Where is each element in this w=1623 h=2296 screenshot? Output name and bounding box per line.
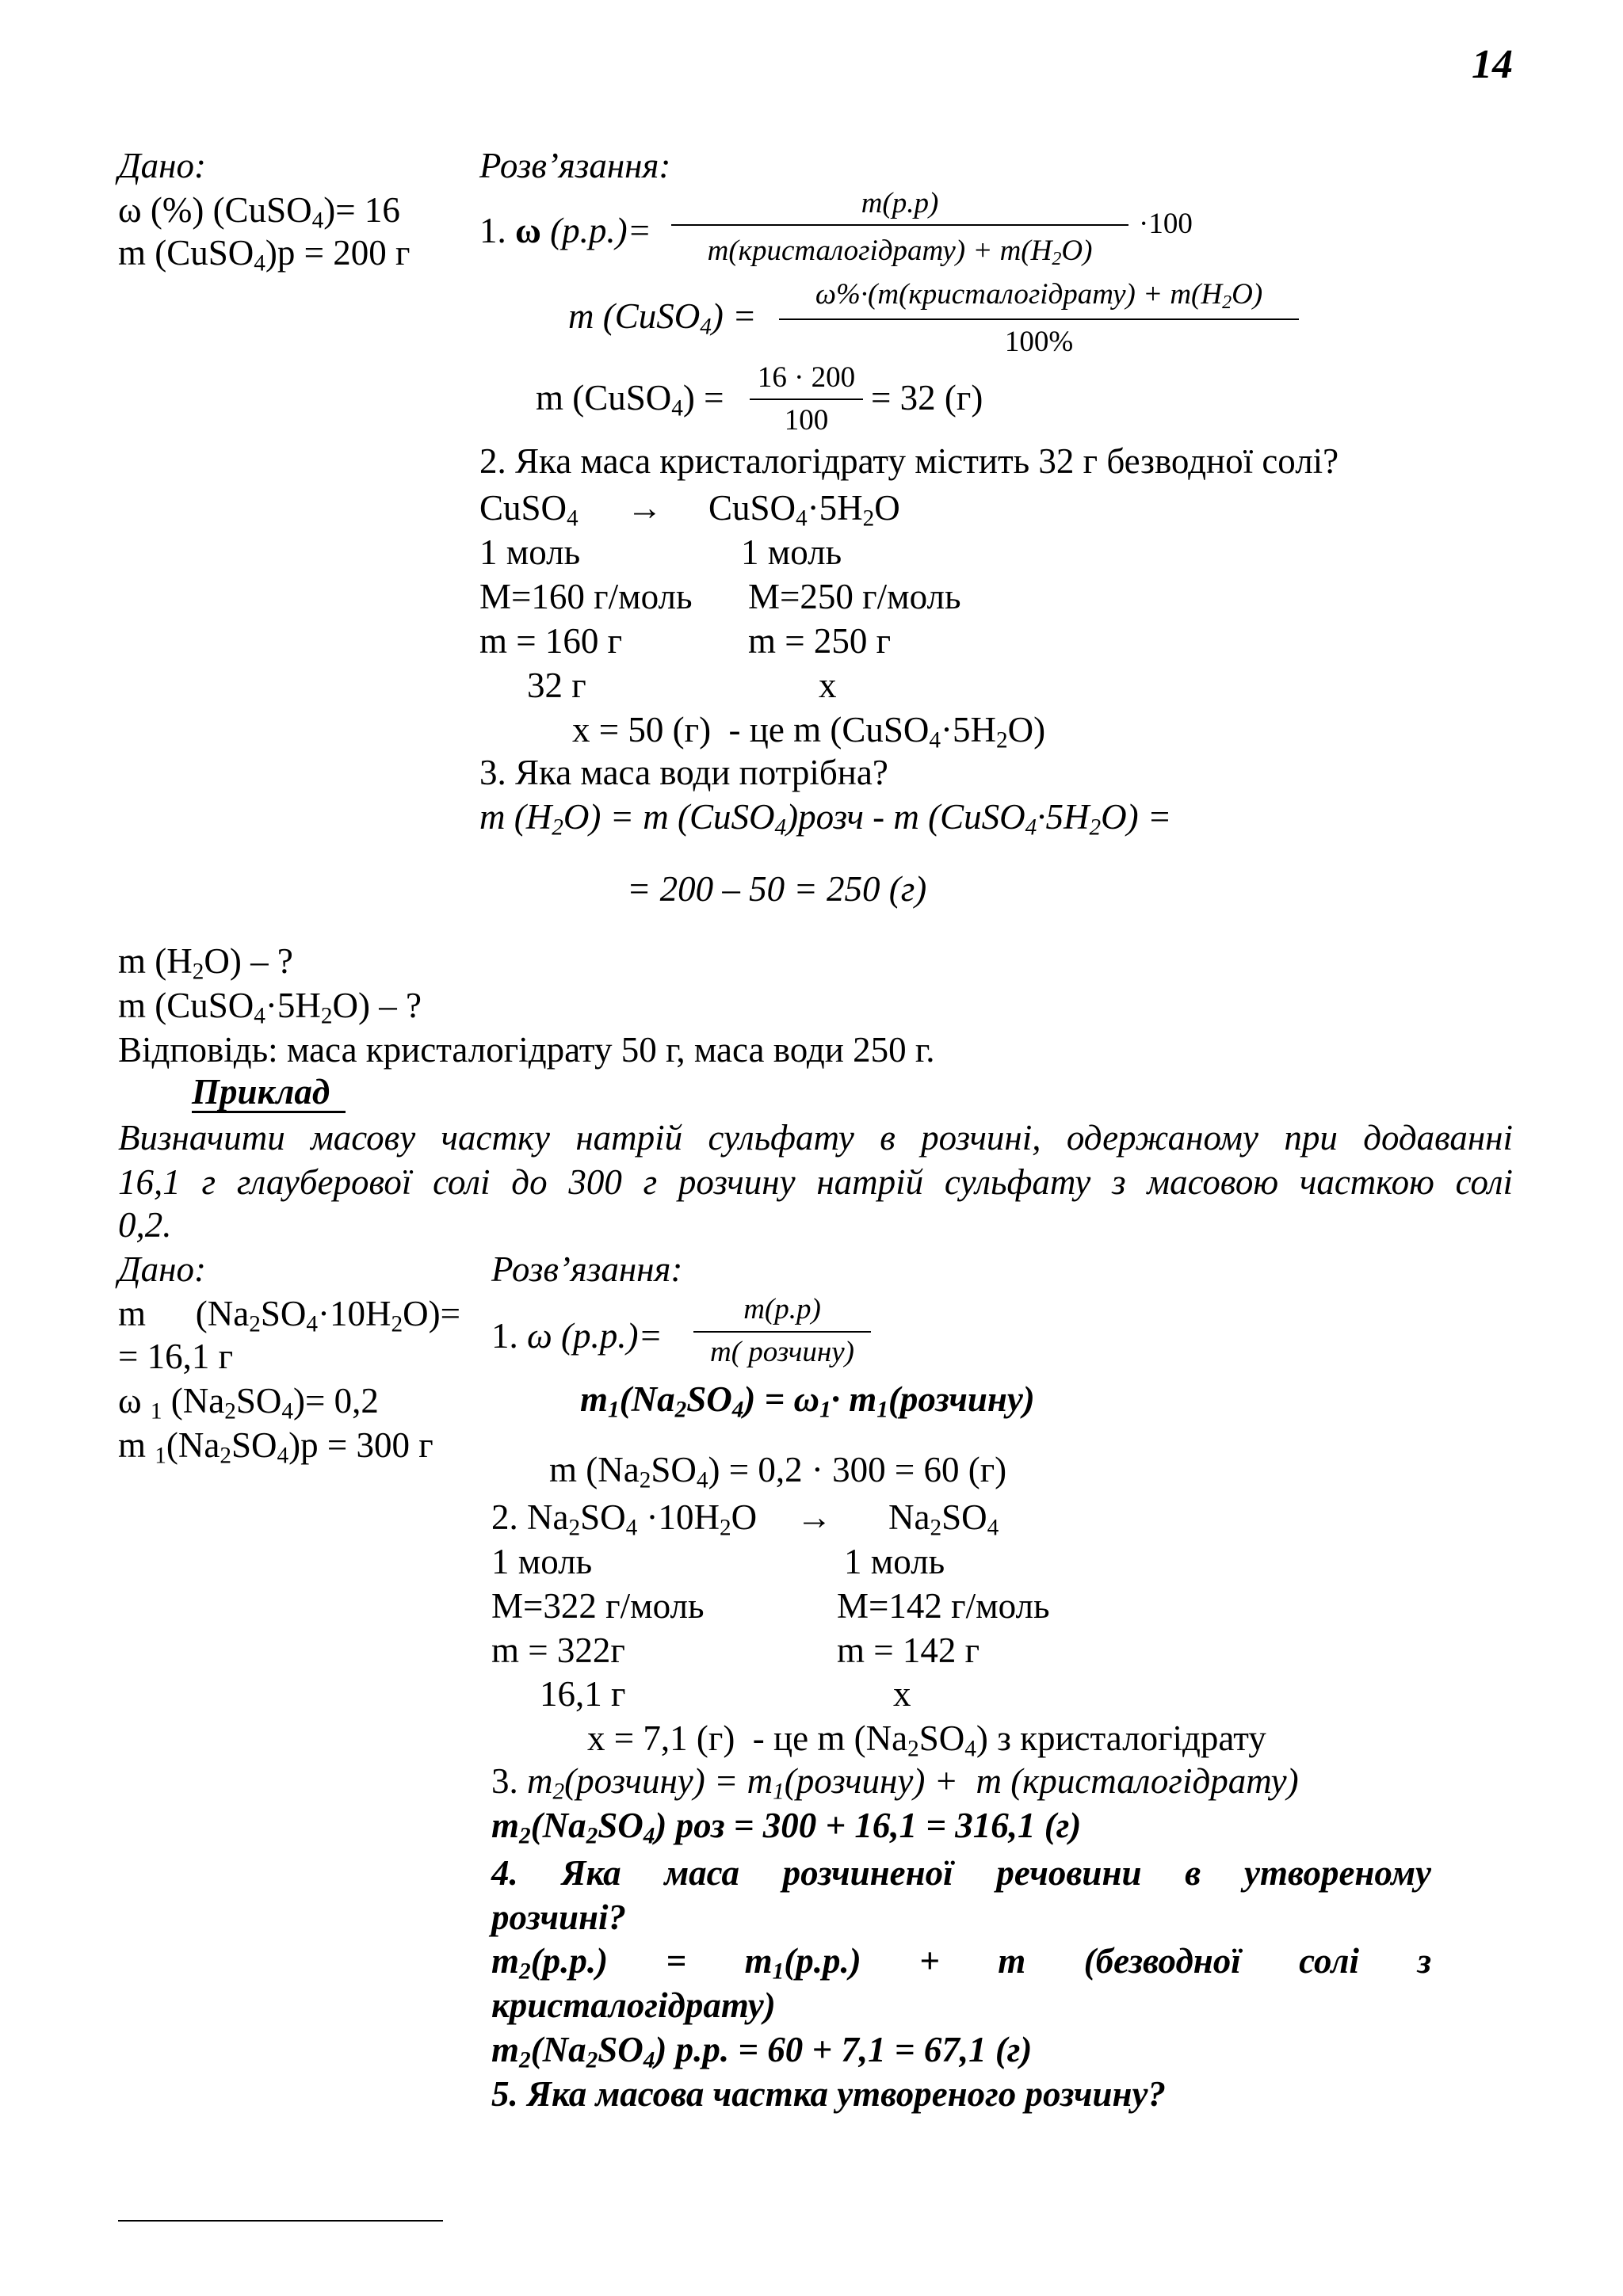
step4-calc [491, 2028, 1032, 2072]
molar-mass-right [837, 1585, 1049, 1628]
subscript: 1 [772, 1958, 785, 1985]
text-run: O) – ? [332, 986, 422, 1025]
fraction-numerator [693, 1292, 871, 1327]
fraction-bar [671, 224, 1128, 226]
text-run: O) = [1101, 797, 1172, 837]
text-run: 0,2. [118, 1205, 172, 1245]
example-heading [192, 1073, 346, 1113]
text-run: кристалогідрату) [491, 1985, 776, 2025]
fraction-numerator [779, 277, 1299, 312]
text-run: ·100 [1139, 208, 1193, 240]
text-run: SO [580, 1497, 626, 1537]
text-run: 100% [1004, 326, 1074, 358]
text-run: ) роз = 300 + 16,1 = 316,1 (г) [655, 1806, 1082, 1845]
text-run: ) = [711, 296, 757, 336]
step2-result [587, 1717, 1266, 1760]
given-amount-left [527, 664, 586, 707]
text-run: )розч - m (CuSO [786, 797, 1025, 837]
text-run: 2. Na [491, 1497, 569, 1537]
text-run: O)= [403, 1294, 460, 1333]
subscript: 2 [639, 1467, 651, 1493]
given-mass-fraction [118, 189, 400, 232]
text-run: (Na [162, 1381, 225, 1421]
text-run: (Na [619, 1379, 675, 1419]
text-run: ) з кристалогідрату [976, 1718, 1266, 1758]
text-run: )р = 300 г [288, 1425, 433, 1465]
subscript: 1 [155, 1443, 166, 1469]
text-run: O) [1232, 278, 1263, 311]
text-run: m (CuSO [118, 986, 254, 1025]
problem-text-line [118, 1161, 1513, 1204]
text-run: O) [1007, 710, 1046, 749]
step4-question-line [491, 1896, 626, 1939]
subscript: 1 [773, 1779, 785, 1805]
step5-question [491, 2073, 1166, 2116]
text-run: → [796, 1497, 832, 1537]
text-run: x = 7,1 (г) - це m (Na [587, 1718, 908, 1758]
text-run: m (H [118, 941, 193, 981]
subscript: 1 [608, 1397, 620, 1423]
text-run: Приклад [192, 1072, 330, 1112]
subscript: 2 [995, 727, 1008, 753]
subscript: 2 [586, 1823, 598, 1849]
subscript: 4 [929, 727, 941, 753]
text-run: (Na [530, 2030, 586, 2069]
text-run: 3. Яка маса води потрібна? [479, 753, 888, 792]
text-run: m [527, 1761, 553, 1801]
text-run: x [893, 1674, 911, 1714]
subscript: 4 [1025, 814, 1037, 841]
text-run: m (H [479, 797, 552, 837]
text-run: CuSO [708, 488, 796, 528]
given-amount-left [540, 1672, 625, 1716]
text-run: → [627, 488, 663, 528]
text-run: (р.р.)= [540, 211, 651, 250]
text-run: m [580, 1379, 609, 1419]
fraction-bar [750, 399, 863, 400]
subscript: 2 [519, 1958, 531, 1985]
text-run: 32 г [527, 666, 586, 705]
given-solution-mass [118, 231, 410, 275]
text-run: 3. [491, 1761, 527, 1801]
text-run: SO [686, 1379, 732, 1419]
text-run: 1 моль [479, 532, 581, 572]
text-run: 1 моль [491, 1542, 593, 1581]
text-run: (р.р.) = m [530, 1941, 773, 1981]
subscript: 4 [254, 250, 265, 277]
text-run: CuSO [479, 488, 567, 528]
step4-formula-line [491, 1984, 776, 2027]
subscript: 1 [150, 1398, 162, 1425]
text-run: m(р.р) [743, 1293, 821, 1325]
solution-heading [479, 144, 670, 188]
subscript: 4 [306, 1311, 319, 1337]
text-run: M=250 г/моль [748, 577, 961, 616]
subscript: 2 [586, 2047, 598, 2073]
text-run: O [731, 1497, 758, 1537]
text-run: ω (%) (CuSO [118, 190, 312, 230]
text-run: 2. Яка маса кристалогідрату містить 32 г безводної солі? [479, 441, 1339, 481]
step1-calc [549, 1448, 1006, 1492]
molar-mass-left [491, 1585, 704, 1628]
text-run: ·5H [265, 986, 321, 1025]
text-run: SO [598, 2030, 643, 2069]
text-run: m [491, 1806, 520, 1845]
text-run: m(кристалогідрату) + m(H [707, 235, 1052, 267]
subscript: 2 [249, 1311, 261, 1337]
subscript: 2 [519, 1823, 531, 1849]
text-run: 4. Яка маса розчиненої речовини в утвореному [491, 1853, 1431, 1893]
text-run: ω%·(m(кристалогідрату) + m(H [815, 278, 1223, 311]
moles-left [479, 531, 580, 574]
fraction-denominator [750, 403, 863, 438]
fraction-denominator [671, 234, 1128, 269]
text-run: ·10H [318, 1294, 391, 1333]
reaction-right [708, 486, 900, 530]
text-run: m(р.р) [861, 187, 939, 219]
text-run: ) = [682, 378, 724, 418]
text-run: m (CuSO [568, 296, 701, 336]
text-run: 16 · 200 [757, 361, 856, 394]
subscript: 2 [552, 814, 563, 841]
step3-calc [627, 868, 926, 911]
given-heading [118, 1248, 206, 1291]
text-run: m (Na [118, 1294, 250, 1333]
subscript: 4 [796, 505, 808, 532]
text-run: 100 [784, 404, 829, 437]
subscript: 4 [731, 1397, 744, 1423]
text-run: ω (р.р.)= [527, 1316, 663, 1356]
solute-mass-calc-lhs [536, 376, 724, 420]
text-run: · m [831, 1379, 877, 1419]
step3-formula [479, 795, 1171, 839]
text-run: SO [918, 1718, 965, 1758]
text-run: (Na [530, 1806, 586, 1845]
subscript: 1 [819, 1397, 831, 1423]
subscript: 4 [277, 1443, 289, 1469]
fraction-bar [779, 318, 1299, 320]
text-run: (розчину) [888, 1379, 1035, 1419]
text-run: Розв’язання: [491, 1249, 683, 1289]
fraction-bar [693, 1331, 871, 1333]
subscript: 2 [674, 1397, 687, 1423]
text-run: (Na [166, 1425, 220, 1465]
find-water-mass [118, 940, 293, 983]
subscript: 2 [519, 2047, 531, 2073]
text-run: m = 142 г [837, 1630, 980, 1670]
subscript: 4 [643, 2047, 655, 2073]
text-run: Розв’язання: [479, 146, 671, 185]
subscript: 4 [254, 1003, 265, 1029]
text-run: M=142 г/моль [837, 1586, 1050, 1626]
subscript: 2 [552, 1779, 565, 1805]
subscript: 2 [320, 1003, 333, 1029]
step3-question [479, 751, 888, 795]
fraction-numerator [671, 186, 1128, 221]
molar-mass-left [479, 575, 692, 619]
solution-heading [491, 1248, 682, 1291]
mass-left [479, 620, 622, 663]
step3-calc [491, 1804, 1081, 1848]
text-run: (розчину) = m [564, 1761, 773, 1801]
text-run: m = 160 г [479, 621, 623, 661]
text-run: Визначити масову частку натрій сульфату в розчині, одержаному при додаванні [118, 1118, 1513, 1158]
unknown-right [893, 1672, 911, 1716]
find-hydrate-mass [118, 984, 422, 1028]
text-run: ) р.р. = 60 + 7,1 = 67,1 (г) [655, 2030, 1033, 2069]
subscript: 4 [281, 1398, 293, 1425]
problem-text-line [118, 1203, 172, 1247]
text-run: ·10H [637, 1497, 720, 1537]
text-run: SO [231, 1425, 277, 1465]
reaction-left [479, 486, 579, 530]
fraction-multiplier [1139, 207, 1193, 242]
text-run: SO [651, 1450, 697, 1489]
text-run: m = 322г [491, 1630, 625, 1670]
text-run: )= 0,2 [293, 1381, 379, 1421]
text-run: Дано: [118, 1249, 206, 1289]
text-run: розчині? [491, 1897, 627, 1937]
subscript: 4 [311, 208, 324, 234]
text-run: x [819, 666, 837, 705]
text-run: 5. Яка масова частка утвореного розчину? [491, 2074, 1166, 2114]
text-run: 1. [491, 1316, 527, 1356]
text-run: O [874, 488, 900, 528]
subscript: 2 [907, 1736, 919, 1762]
subscript: 2 [1222, 292, 1232, 313]
subscript: 4 [671, 395, 683, 421]
text-run: SO [941, 1497, 987, 1537]
subscript: 2 [192, 959, 204, 985]
reaction-left [491, 1496, 757, 1539]
subscript: 2 [930, 1515, 942, 1541]
text-run: Дано: [118, 146, 206, 185]
subscript: 4 [625, 1515, 638, 1541]
text-run: Na [888, 1497, 930, 1537]
answer [118, 1028, 935, 1072]
solute-mass-formula-lhs [568, 295, 756, 338]
reaction-arrow-icon [627, 486, 663, 530]
fraction-denominator [693, 1335, 871, 1370]
reaction-right [888, 1496, 999, 1539]
text-run: m = 250 г [748, 621, 892, 661]
problem-text-line [118, 1116, 1513, 1160]
step4-formula-line [491, 1939, 1431, 1983]
subscript: 4 [987, 1515, 999, 1541]
text-run: m (CuSO [118, 233, 254, 273]
subscript: 2 [568, 1515, 581, 1541]
subscript: 4 [567, 505, 579, 532]
subscript: 2 [720, 1515, 731, 1541]
text-run: M=160 г/моль [479, 577, 693, 616]
text-run: M=322 г/моль [491, 1586, 705, 1626]
footnote-separator [118, 2220, 443, 2222]
step2-question [479, 440, 1338, 483]
text-run: )= 16 [323, 190, 400, 230]
subscript: 2 [391, 1311, 403, 1337]
mass-right [748, 620, 891, 663]
subscript: 2 [220, 1443, 231, 1469]
mass-left [491, 1629, 625, 1672]
moles-right [741, 531, 842, 574]
step1-label [491, 1314, 663, 1358]
text-run: SO [235, 1381, 282, 1421]
text-run: ) = 0,2 · 300 = 60 (г) [708, 1450, 1007, 1489]
subscript: 1 [876, 1397, 888, 1423]
subscript: 2 [862, 505, 875, 532]
text-run: 16,1 г глауберової солі до 300 г розчину натрій сульфату з масовою часткою солі [118, 1162, 1513, 1202]
text-run: Відповідь: маса кристалогідрату 50 г, маса води 250 г. [118, 1030, 935, 1070]
text-run: = 16,1 г [118, 1337, 234, 1376]
text-run: 1 моль [741, 532, 842, 572]
text-run: 1. [479, 211, 515, 250]
text-run: SO [260, 1294, 307, 1333]
moles-right [844, 1540, 945, 1584]
text-run: ω [118, 1381, 151, 1421]
text-run: ·5H [1037, 797, 1090, 837]
text-run: SO [598, 1806, 643, 1845]
subscript: 4 [700, 314, 712, 340]
subscript: 4 [964, 1736, 976, 1762]
molar-mass-right [748, 575, 960, 619]
page-number: 14 [1472, 42, 1513, 87]
text-run: m( розчину) [709, 1336, 854, 1368]
moles-left [491, 1540, 592, 1584]
text-run: (розчину) + m (кристалогідрату) [784, 1761, 1299, 1801]
text-run: m (Na [549, 1450, 640, 1489]
step2-result [572, 708, 1045, 752]
given-solution-mass [118, 1424, 433, 1467]
text-run: (р.р.) + m (безводної солі з [784, 1941, 1431, 1981]
text-run: = 32 (г) [871, 378, 983, 418]
reaction-arrow-icon [796, 1496, 832, 1539]
text-run: ω [515, 211, 541, 250]
subscript: 4 [643, 1823, 655, 1849]
step1-formula [580, 1378, 1035, 1421]
step4-question-line [491, 1852, 1431, 1895]
given-hydrate-value [118, 1335, 233, 1379]
text-run: m (CuSO [536, 378, 672, 418]
text-run: m [118, 1425, 155, 1465]
text-run: )р = 200 г [265, 233, 411, 273]
step1-label [479, 209, 651, 253]
fraction-numerator [750, 360, 863, 395]
subscript: 4 [774, 814, 787, 841]
unknown-right [819, 664, 837, 707]
text-run: m [491, 1941, 520, 1981]
text-run: O) = m (CuSO [563, 797, 775, 837]
text-run: 16,1 г [540, 1674, 626, 1714]
mass-right [837, 1629, 980, 1672]
subscript: 2 [1052, 249, 1062, 269]
step3-formula [491, 1760, 1299, 1803]
text-run: x = 50 (г) - це m (CuSO [572, 710, 930, 749]
solute-mass-result [871, 376, 983, 420]
text-run: 1 моль [844, 1542, 945, 1581]
text-run: O) [1061, 235, 1093, 267]
subscript: 4 [696, 1467, 708, 1493]
text-run: ) = ω [743, 1379, 820, 1419]
subscript: 2 [224, 1398, 236, 1425]
given-mass-fraction [118, 1379, 379, 1423]
fraction-denominator [779, 325, 1299, 360]
text-run: ·5H [807, 488, 863, 528]
text-run: O) – ? [204, 941, 293, 981]
subscript: 2 [1089, 814, 1102, 841]
given-hydrate-mass [118, 1292, 460, 1336]
text-run: ·5H [941, 710, 996, 749]
text-run: = 200 – 50 = 250 (г) [627, 869, 927, 909]
text-run: m [491, 2030, 520, 2069]
given-heading [118, 144, 206, 188]
